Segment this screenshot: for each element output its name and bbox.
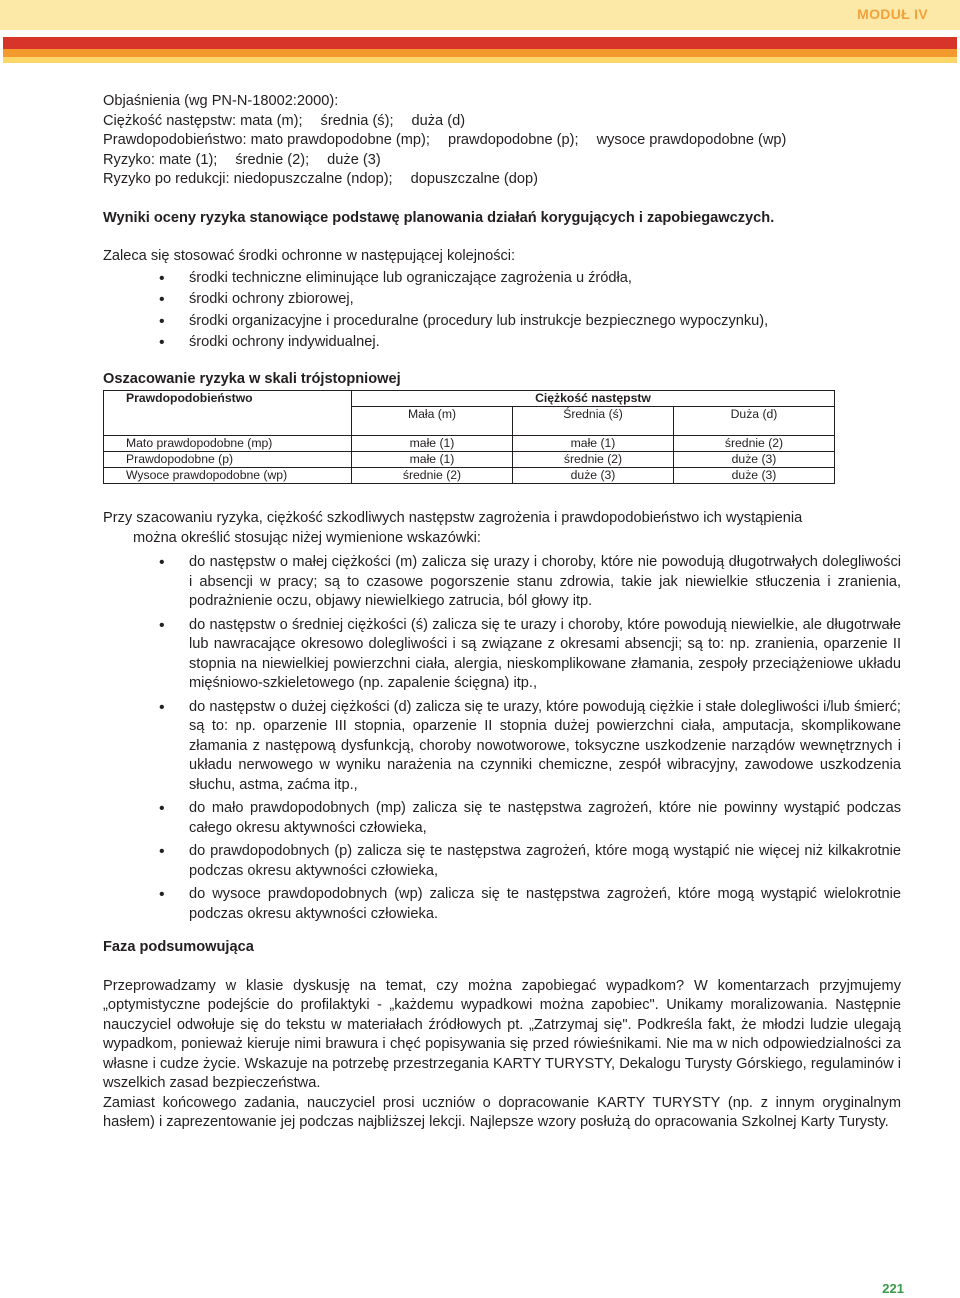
header-stripe-yellow [3, 57, 957, 63]
table-cell: małe (1) [352, 436, 513, 452]
module-label: MODUŁ IV [857, 6, 928, 22]
table-title: Oszacowanie ryzyka w skali trójstopniowej [103, 370, 401, 387]
legend-label: Ryzyko po redukcji: [103, 171, 230, 187]
summary-paragraph: Przeprowadzamy w klasie dyskusję na temat, czy można zapobiegać wypadkom? W komentarzach przyjmujemy „optymistyczne podejście do profilaktyki - „każdemu wypadkowi można zapobiec". Unikamy moralizowania. Następnie nauczyciel odwołuje się do tekstu w materiałach źródłowych pt. „Zatrzymaj się". Podkreśla fakt, że młodzi ludzie ulegają wypadkom, ponieważ kieruje nimi brawura i chęć popisywania się przed rówieśnikami. Nie ma w nich odpowiedzialności za własne i cudze życie. Wskazuje na potrzebę przestrzegania KARTY TURYSTY, Dekalogu Turysty Górskiego, regulaminów i wszelkich zasad bezpieczeństwa. [103, 977, 901, 1091]
legend-item: wysoce prawdopodobne (wp) [596, 132, 787, 148]
legend-item: średnia (ś); [320, 112, 394, 129]
table-cell: duże (3) [674, 468, 835, 484]
table-cell: średnie (2) [674, 436, 835, 452]
header-stripe-orange [3, 49, 957, 57]
table-column-header: Średnia (ś) [513, 407, 674, 436]
legend-risk [103, 151, 901, 171]
table-cell: średnie (2) [513, 452, 674, 468]
header-stripe-red [3, 37, 957, 49]
table-cell: Prawdopodobne (p) [104, 452, 352, 468]
guidance-list [103, 553, 901, 924]
table-cell: Wysoce prawdopodobne (wp) [104, 468, 352, 484]
list-item: • do następstw o dużej ciężkości (d) zalicza się te urazy, które powodują ciężkie i stałe dolegliwości i/lub śmierć; są to: np. oparzenie III stopnia, oparzenie II stopnia dużej powierzchni ciała, amputacja, skomplikowane złamania z następową dysfunkcją, choroby nowotworowe, toksyczne uszkodzenie narządów wewnętrznych i układu nerwowego w wyniku narażenia na czynniki chemiczne, zespół wibracyjny, zawodowe uszkodzenia słuchu, astma, zaćma itp., [103, 698, 901, 796]
legend-item: mato prawdopodobne (mp); [250, 132, 430, 148]
legend-item: mata (m); [240, 112, 303, 129]
legend-item: duża (d) [411, 112, 466, 129]
table-column-header: Duża (d) [674, 407, 835, 436]
legend-item: dopuszczalne (dop) [410, 171, 538, 187]
results-heading: Wyniki oceny ryzyka stanowiące podstawę planowania działań korygujących i zapobiegawczych. [103, 209, 775, 226]
table-header-probability: Prawdopodobieństwo [104, 391, 352, 436]
legend-reduced-risk [103, 170, 901, 190]
header-bar [0, 0, 960, 30]
table-cell: duże (3) [674, 452, 835, 468]
legend-item: prawdopodobne (p); [447, 132, 579, 148]
legend-probability [103, 131, 901, 151]
table-header-severity: Ciężkość następstw [352, 391, 835, 407]
table-cell: małe (1) [352, 452, 513, 468]
legend-item: duże (3) [327, 151, 381, 168]
table-cell: średnie (2) [352, 468, 513, 484]
list-item: • do następstw o małej ciężkości (m) zalicza się urazy i choroby, które nie powodują długotrwałych dolegliwości i absencji w pracy; są to czasowe pogorszenie stanu zdrowia, takie jak niewielkie stłuczenia i zranienia, podrażnienie oczu, objawy niewielkiego zatrucia, ból głowy itp. [103, 553, 901, 612]
list-item: • do wysoce prawdopodobnych (wp) zalicza się te następstwa zagrożeń, które mogą wystąpić wielokrotnie podczas okresu aktywności człowieka. [103, 885, 901, 924]
table-cell: duże (3) [513, 468, 674, 484]
summary-heading: Faza podsumowująca [103, 939, 254, 955]
legend-label: Ryzyko: [103, 151, 155, 168]
legend-severity [103, 112, 901, 132]
table-cell: małe (1) [513, 436, 674, 452]
measures-intro: Zaleca się stosować środki ochronne w następującej kolejności: [103, 248, 516, 264]
list-item: • środki ochrony indywidualnej. [103, 333, 901, 353]
legend-title: Objaśnienia (wg PN-N-18002:2000): [103, 93, 339, 109]
list-item: • środki organizacyjne i proceduralne (procedury lub instrukcje bezpiecznego wypoczynku), [103, 312, 901, 332]
risk-table [103, 390, 835, 484]
list-item: • do prawdopodobnych (p) zalicza się te następstwa zagrożeń, które mogą wystąpić nie więcej niż kilkakrotnie podczas okresu aktywności człowieka, [103, 842, 901, 881]
page-number: 221 [882, 1281, 904, 1296]
list-item: • środki techniczne eliminujące lub ograniczające zagrożenia u źródła, [103, 269, 901, 289]
measures-list [103, 269, 901, 353]
table-row [104, 436, 835, 452]
page-content [103, 92, 901, 1133]
legend-label: Ciężkość następstw: [103, 112, 237, 129]
legend-item: mate (1); [158, 151, 218, 168]
summary-paragraph: Zamiast końcowego zadania, nauczyciel prosi uczniów o dopracowanie KARTY TURYSTY (np. z innym oryginalnym hasłem) i zaprezentowanie jej podczas najbliższej lekcji. Najlepsze wzory posłużą do opracowania Szkolnej Karty Turysty. [103, 1094, 901, 1130]
legend-item: średnie (2); [235, 151, 310, 168]
table-column-header: Mała (m) [352, 407, 513, 436]
guidance-intro-continued: można określić stosując niżej wymienione wskazówki: [133, 529, 481, 546]
list-item: • środki ochrony zbiorowej, [103, 290, 901, 310]
legend-label: Prawdopodobieństwo: [103, 132, 247, 148]
guidance-intro: Przy szacowaniu ryzyka, ciężkość szkodliwych następstw zagrożenia i prawdopodobieństwo ich wystąpienia [103, 510, 803, 526]
list-item: • do następstw o średniej ciężkości (ś) zalicza się te urazy i choroby, które powodują niewielkie, ale długotrwałe lub nawracające okresowo dolegliwości i są związane z okresami absencji; są to: np. zranienia, oparzenie II stopnia na niewielkiej powierzchni ciała, alergia, nieskomplikowane złamania, zespoły przeciążeniowe układu mięśniowo-szkieletowego (np. zapalenie ścięgna) itp., [103, 616, 901, 694]
table-cell: Mato prawdopodobne (mp) [104, 436, 352, 452]
table-row [104, 468, 835, 484]
table-row [104, 452, 835, 468]
list-item: • do mało prawdopodobnych (mp) zalicza się te następstwa zagrożeń, które nie powinny wystąpić podczas całego okresu aktywności człowieka, [103, 799, 901, 838]
legend-item: niedopuszczalne (ndop); [233, 171, 393, 187]
